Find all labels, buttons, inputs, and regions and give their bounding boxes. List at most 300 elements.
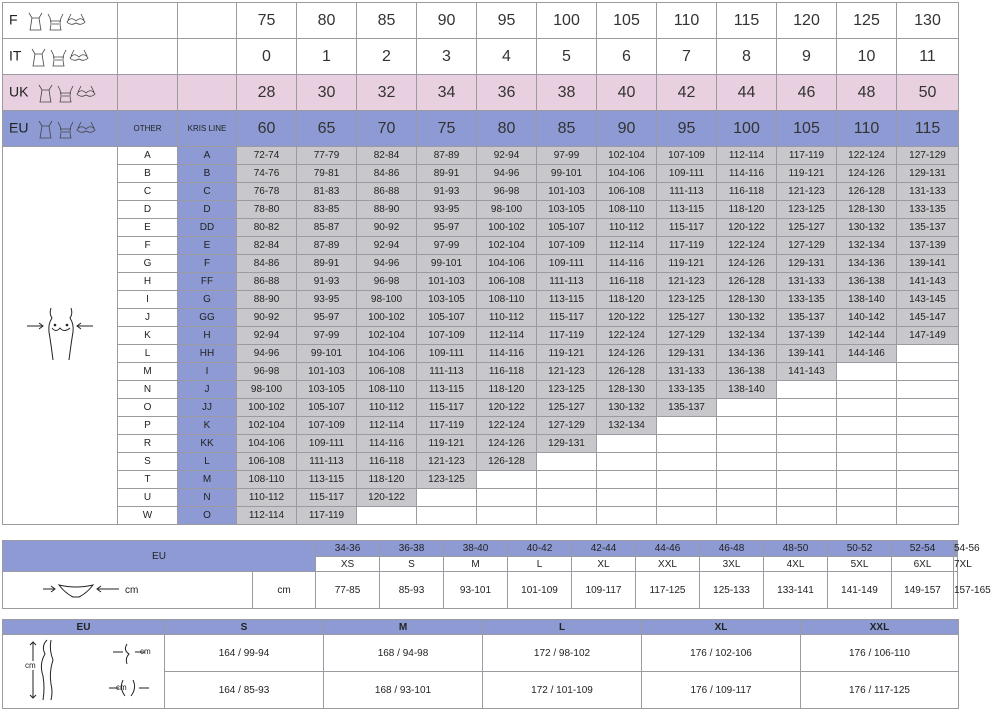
header-row-it	[3, 39, 959, 75]
bust-range-cell: 86-88	[237, 273, 297, 291]
bust-range-cell: 117-119	[657, 237, 717, 255]
empty-cell	[777, 399, 837, 417]
empty-cell	[717, 399, 777, 417]
band-size: 42	[657, 75, 717, 111]
size-system-label	[3, 3, 118, 39]
bust-range-cell: 104-106	[357, 345, 417, 363]
bust-range-cell: 108-110	[597, 201, 657, 219]
cup-other: D	[118, 201, 178, 219]
bust-range-cell: 107-109	[537, 237, 597, 255]
briefs-letter-size: XXL	[636, 557, 700, 572]
body-value-row1: 172 / 98-102	[483, 635, 642, 672]
bust-range-cell: 94-96	[237, 345, 297, 363]
bust-range-cell: 129-131	[777, 255, 837, 273]
empty-cell	[777, 435, 837, 453]
bust-range-cell: 106-108	[597, 183, 657, 201]
band-size: 95	[657, 111, 717, 147]
empty-cell	[597, 507, 657, 525]
bust-range-cell: 79-81	[297, 165, 357, 183]
bust-range-cell: 125-127	[657, 309, 717, 327]
empty-cell	[537, 507, 597, 525]
body-size: L	[483, 620, 642, 635]
band-size: 65	[297, 111, 357, 147]
body-measure-icon	[3, 635, 165, 709]
empty-cell	[717, 471, 777, 489]
bust-range-cell: 83-85	[297, 201, 357, 219]
cup-kris-line: FF	[178, 273, 237, 291]
header-row-uk	[3, 75, 959, 111]
bust-range-cell: 137-139	[777, 327, 837, 345]
cup-row	[3, 237, 959, 255]
bust-range-cell: 123-125	[777, 201, 837, 219]
cup-kris-line: M	[178, 471, 237, 489]
briefs-eu-label: EU	[3, 541, 316, 572]
bust-range-cell: 100-102	[237, 399, 297, 417]
bust-range-cell: 92-94	[237, 327, 297, 345]
bust-range-cell: 92-94	[477, 147, 537, 165]
briefs-letter-size: S	[380, 557, 444, 572]
bust-range-cell: 126-128	[597, 363, 657, 381]
bust-range-cell: 112-114	[477, 327, 537, 345]
band-size: 1	[297, 39, 357, 75]
bust-range-cell: 132-134	[837, 237, 897, 255]
bust-range-cell: 107-109	[297, 417, 357, 435]
bust-range-cell: 98-100	[237, 381, 297, 399]
briefs-eu-row	[3, 541, 958, 557]
bust-range-cell: 121-123	[777, 183, 837, 201]
cup-row	[3, 309, 959, 327]
bust-range-cell: 111-113	[657, 183, 717, 201]
band-size: 8	[717, 39, 777, 75]
cup-other: E	[118, 219, 178, 237]
body-value-row2: 176 / 117-125	[801, 672, 959, 709]
bust-range-cell: 101-103	[297, 363, 357, 381]
bust-range-cell: 124-126	[597, 345, 657, 363]
bust-range-cell: 123-125	[657, 291, 717, 309]
size-system-name: EU	[9, 119, 29, 136]
cup-other: I	[118, 291, 178, 309]
bust-range-cell: 142-144	[837, 327, 897, 345]
empty-cell	[537, 471, 597, 489]
bust-range-cell: 84-86	[237, 255, 297, 273]
briefs-cm-value: 77-85	[316, 572, 380, 609]
body-size: XXL	[801, 620, 959, 635]
band-size: 40	[597, 75, 657, 111]
band-size: 46	[777, 75, 837, 111]
body-icon-unit: cm	[140, 647, 151, 656]
band-size: 80	[477, 111, 537, 147]
empty-cell	[597, 489, 657, 507]
body-value-row2: 164 / 85-93	[165, 672, 324, 709]
bust-range-cell: 109-111	[417, 345, 477, 363]
bust-range-cell: 119-121	[537, 345, 597, 363]
bust-range-cell: 108-110	[477, 291, 537, 309]
band-size: 6	[597, 39, 657, 75]
cup-row	[3, 165, 959, 183]
bust-range-cell: 110-112	[477, 309, 537, 327]
band-size: 105	[597, 3, 657, 39]
briefs-cm-value: 149-157	[892, 572, 954, 609]
briefs-eu-size: 38-40	[444, 541, 508, 557]
band-size: 110	[837, 111, 897, 147]
band-size: 70	[357, 111, 417, 147]
empty-cell	[897, 381, 959, 399]
empty-cell	[118, 39, 178, 75]
bust-range-cell: 114-116	[597, 255, 657, 273]
body-value-row1: 176 / 102-106	[642, 635, 801, 672]
bust-range-cell: 117-119	[777, 147, 837, 165]
band-size: 130	[897, 3, 959, 39]
empty-cell	[477, 471, 537, 489]
body-row-1	[3, 635, 959, 672]
band-size: 36	[477, 75, 537, 111]
empty-cell	[417, 507, 477, 525]
body-eu-label: EU	[3, 620, 165, 635]
empty-cell	[837, 453, 897, 471]
bust-range-cell: 72-74	[237, 147, 297, 165]
bust-range-cell: 96-98	[237, 363, 297, 381]
bust-range-cell: 141-143	[897, 273, 959, 291]
empty-cell	[837, 435, 897, 453]
briefs-eu-size: 54-56	[954, 541, 958, 557]
empty-cell	[897, 345, 959, 363]
bust-range-cell: 117-119	[417, 417, 477, 435]
kris-line-column-header: KRIS LINE	[178, 111, 237, 147]
briefs-size-table	[2, 540, 991, 609]
empty-cell	[537, 489, 597, 507]
bust-range-cell: 92-94	[357, 237, 417, 255]
bust-range-cell: 78-80	[237, 201, 297, 219]
body-value-row1: 176 / 106-110	[801, 635, 959, 672]
empty-cell	[417, 489, 477, 507]
cup-row	[3, 471, 959, 489]
bust-range-cell: 126-128	[837, 183, 897, 201]
briefs-cm-value: 133-141	[764, 572, 828, 609]
bust-range-cell: 90-92	[237, 309, 297, 327]
bust-range-cell: 137-139	[897, 237, 959, 255]
bust-range-cell: 120-122	[477, 399, 537, 417]
empty-cell	[897, 453, 959, 471]
cup-other: W	[118, 507, 178, 525]
bust-range-cell: 133-135	[897, 201, 959, 219]
bust-range-cell: 147-149	[897, 327, 959, 345]
cup-other: M	[118, 363, 178, 381]
empty-cell	[357, 507, 417, 525]
cup-other: F	[118, 237, 178, 255]
band-size: 10	[837, 39, 897, 75]
bust-range-cell: 103-105	[537, 201, 597, 219]
cup-other: T	[118, 471, 178, 489]
bust-range-cell: 99-101	[297, 345, 357, 363]
bust-range-cell: 98-100	[357, 291, 417, 309]
bust-range-cell: 125-127	[777, 219, 837, 237]
bust-range-cell: 81-83	[297, 183, 357, 201]
bust-range-cell: 108-110	[357, 381, 417, 399]
bust-range-cell: 127-129	[777, 237, 837, 255]
bust-range-cell: 104-106	[597, 165, 657, 183]
empty-cell	[837, 417, 897, 435]
empty-cell	[777, 471, 837, 489]
bust-range-cell: 97-99	[417, 237, 477, 255]
bust-range-cell: 121-123	[657, 273, 717, 291]
bust-range-cell: 111-113	[297, 453, 357, 471]
empty-cell	[837, 489, 897, 507]
cup-kris-line: E	[178, 237, 237, 255]
band-size: 34	[417, 75, 477, 111]
bust-range-cell: 123-125	[537, 381, 597, 399]
bust-range-cell: 120-122	[717, 219, 777, 237]
briefs-eu-size: 52-54	[892, 541, 954, 557]
bust-range-cell: 124-126	[477, 435, 537, 453]
cup-row	[3, 273, 959, 291]
cup-other: R	[118, 435, 178, 453]
bust-range-cell: 121-123	[417, 453, 477, 471]
briefs-letter-size: 6XL	[892, 557, 954, 572]
cup-other: O	[118, 399, 178, 417]
bust-range-cell: 91-93	[417, 183, 477, 201]
band-size: 2	[357, 39, 417, 75]
bust-range-cell: 127-129	[897, 147, 959, 165]
empty-cell	[657, 453, 717, 471]
bust-range-cell: 112-114	[357, 417, 417, 435]
empty-cell	[897, 417, 959, 435]
bust-range-cell: 120-122	[597, 309, 657, 327]
bust-range-cell: 87-89	[417, 147, 477, 165]
bust-range-cell: 117-119	[537, 327, 597, 345]
band-size: 3	[417, 39, 477, 75]
bust-range-cell: 102-104	[597, 147, 657, 165]
cup-row	[3, 381, 959, 399]
bust-range-cell: 104-106	[237, 435, 297, 453]
bust-range-cell: 105-107	[537, 219, 597, 237]
briefs-cm-value: 93-101	[444, 572, 508, 609]
lingerie-icon	[36, 82, 98, 104]
briefs-cm-value: 141-149	[828, 572, 892, 609]
bust-range-cell: 124-126	[717, 255, 777, 273]
cup-kris-line: B	[178, 165, 237, 183]
cup-kris-line: F	[178, 255, 237, 273]
bust-range-cell: 135-137	[897, 219, 959, 237]
bust-range-cell: 135-137	[777, 309, 837, 327]
briefs-eu-size: 40-42	[508, 541, 572, 557]
briefs-letter-size: XS	[316, 557, 380, 572]
bust-range-cell: 132-134	[597, 417, 657, 435]
bust-range-cell: 129-131	[657, 345, 717, 363]
bust-range-cell: 88-90	[237, 291, 297, 309]
bust-range-cell: 102-104	[477, 237, 537, 255]
band-size: 75	[417, 111, 477, 147]
bust-range-cell: 105-107	[297, 399, 357, 417]
bra-size-table	[2, 2, 959, 525]
cup-row	[3, 327, 959, 345]
bust-range-cell: 128-130	[837, 201, 897, 219]
empty-cell	[777, 453, 837, 471]
band-size: 0	[237, 39, 297, 75]
bust-range-cell: 119-121	[777, 165, 837, 183]
cup-other: A	[118, 147, 178, 165]
bust-range-cell: 116-118	[477, 363, 537, 381]
bust-range-cell: 112-114	[237, 507, 297, 525]
empty-cell	[597, 453, 657, 471]
bust-range-cell: 128-130	[717, 291, 777, 309]
bust-range-cell: 91-93	[297, 273, 357, 291]
body-size: S	[165, 620, 324, 635]
bust-range-cell: 116-118	[717, 183, 777, 201]
briefs-letter-size: 7XL	[954, 558, 972, 570]
lingerie-icon	[26, 10, 88, 32]
cup-row	[3, 399, 959, 417]
band-size: 9	[777, 39, 837, 75]
briefs-unit: cm	[253, 572, 316, 609]
bust-range-cell: 126-128	[717, 273, 777, 291]
cup-row	[3, 147, 959, 165]
bust-range-cell: 122-124	[717, 237, 777, 255]
bust-range-cell: 102-104	[237, 417, 297, 435]
size-system-name: IT	[9, 47, 22, 64]
bust-range-cell: 128-130	[597, 381, 657, 399]
bust-range-cell: 122-124	[837, 147, 897, 165]
band-size: 100	[717, 111, 777, 147]
briefs-letter-size: M	[444, 557, 508, 572]
bust-range-cell: 145-147	[897, 309, 959, 327]
band-size: 5	[537, 39, 597, 75]
bust-range-cell: 120-122	[357, 489, 417, 507]
empty-cell	[118, 3, 178, 39]
cup-kris-line: G	[178, 291, 237, 309]
empty-cell	[657, 507, 717, 525]
bust-range-cell: 119-121	[417, 435, 477, 453]
band-size: 115	[897, 111, 959, 147]
cup-row	[3, 417, 959, 435]
bust-range-cell: 82-84	[237, 237, 297, 255]
bust-range-cell: 130-132	[597, 399, 657, 417]
empty-cell	[597, 435, 657, 453]
empty-cell	[178, 39, 237, 75]
briefs-eu-size: 48-50	[764, 541, 828, 557]
band-size: 90	[417, 3, 477, 39]
bust-range-cell: 138-140	[717, 381, 777, 399]
bust-range-cell: 110-112	[357, 399, 417, 417]
cup-kris-line: K	[178, 417, 237, 435]
empty-cell	[717, 453, 777, 471]
band-size: 60	[237, 111, 297, 147]
bust-range-cell: 99-101	[417, 255, 477, 273]
band-size: 95	[477, 3, 537, 39]
bust-range-cell: 115-117	[537, 309, 597, 327]
bust-range-cell: 100-102	[357, 309, 417, 327]
briefs-letter-size: 3XL	[700, 557, 764, 572]
empty-cell	[897, 435, 959, 453]
size-system-label	[3, 75, 118, 111]
empty-cell	[777, 381, 837, 399]
empty-cell	[537, 453, 597, 471]
cup-other: C	[118, 183, 178, 201]
bust-range-cell: 121-123	[537, 363, 597, 381]
bust-range-cell: 140-142	[837, 309, 897, 327]
briefs-letter-size: XL	[572, 557, 636, 572]
bust-range-cell: 76-78	[237, 183, 297, 201]
bust-range-cell: 116-118	[357, 453, 417, 471]
bust-range-cell: 106-108	[237, 453, 297, 471]
briefs-letter-size: 5XL	[828, 557, 892, 572]
cup-row	[3, 345, 959, 363]
cup-kris-line: KK	[178, 435, 237, 453]
briefs-cm-row	[3, 572, 958, 609]
empty-cell	[897, 489, 959, 507]
bust-range-cell: 97-99	[297, 327, 357, 345]
bust-range-cell: 127-129	[537, 417, 597, 435]
cup-other: K	[118, 327, 178, 345]
empty-cell	[837, 399, 897, 417]
bust-range-cell: 113-115	[657, 201, 717, 219]
band-size: 115	[717, 3, 777, 39]
briefs-letter-size: L	[508, 557, 572, 572]
cup-kris-line: HH	[178, 345, 237, 363]
cup-kris-line: C	[178, 183, 237, 201]
bust-range-cell: 129-131	[897, 165, 959, 183]
briefs-cm-value: 117-125	[636, 572, 700, 609]
bust-range-cell: 84-86	[357, 165, 417, 183]
bust-range-cell: 104-106	[477, 255, 537, 273]
bust-range-cell: 101-103	[417, 273, 477, 291]
bust-range-cell: 115-117	[417, 399, 477, 417]
body-value-row1: 168 / 94-98	[324, 635, 483, 672]
briefs-cm-value: 125-133	[700, 572, 764, 609]
bust-range-cell: 112-114	[717, 147, 777, 165]
lingerie-icon	[29, 46, 91, 68]
bust-range-cell: 131-133	[777, 273, 837, 291]
band-size: 100	[537, 3, 597, 39]
empty-cell	[777, 507, 837, 525]
bust-range-cell: 77-79	[297, 147, 357, 165]
bust-range-cell: 96-98	[477, 183, 537, 201]
bust-range-cell: 118-120	[357, 471, 417, 489]
briefs-icon	[3, 572, 253, 609]
band-size: 38	[537, 75, 597, 111]
empty-cell	[897, 399, 959, 417]
body-header-row	[3, 620, 959, 635]
empty-cell	[597, 471, 657, 489]
band-size: 32	[357, 75, 417, 111]
band-size: 110	[657, 3, 717, 39]
bust-range-cell: 105-107	[417, 309, 477, 327]
bust-range-cell: 126-128	[477, 453, 537, 471]
cup-kris-line: L	[178, 453, 237, 471]
bust-range-cell: 74-76	[237, 165, 297, 183]
header-row-f	[3, 3, 959, 39]
size-system-label	[3, 111, 118, 147]
briefs-eu-size: 46-48	[700, 541, 764, 557]
body-size: M	[324, 620, 483, 635]
briefs-cm-value: 85-93	[380, 572, 444, 609]
bust-range-cell: 93-95	[297, 291, 357, 309]
bust-range-cell: 136-138	[717, 363, 777, 381]
bust-range-cell: 100-102	[477, 219, 537, 237]
bust-range-cell: 89-91	[297, 255, 357, 273]
bust-range-cell: 132-134	[717, 327, 777, 345]
cup-row	[3, 183, 959, 201]
bust-range-cell: 116-118	[597, 273, 657, 291]
cup-row	[3, 453, 959, 471]
empty-cell	[837, 507, 897, 525]
band-size: 4	[477, 39, 537, 75]
cup-other: G	[118, 255, 178, 273]
bust-range-cell: 106-108	[357, 363, 417, 381]
cup-kris-line: H	[178, 327, 237, 345]
body-size: XL	[642, 620, 801, 635]
cup-other: U	[118, 489, 178, 507]
size-system-name: UK	[9, 83, 29, 100]
